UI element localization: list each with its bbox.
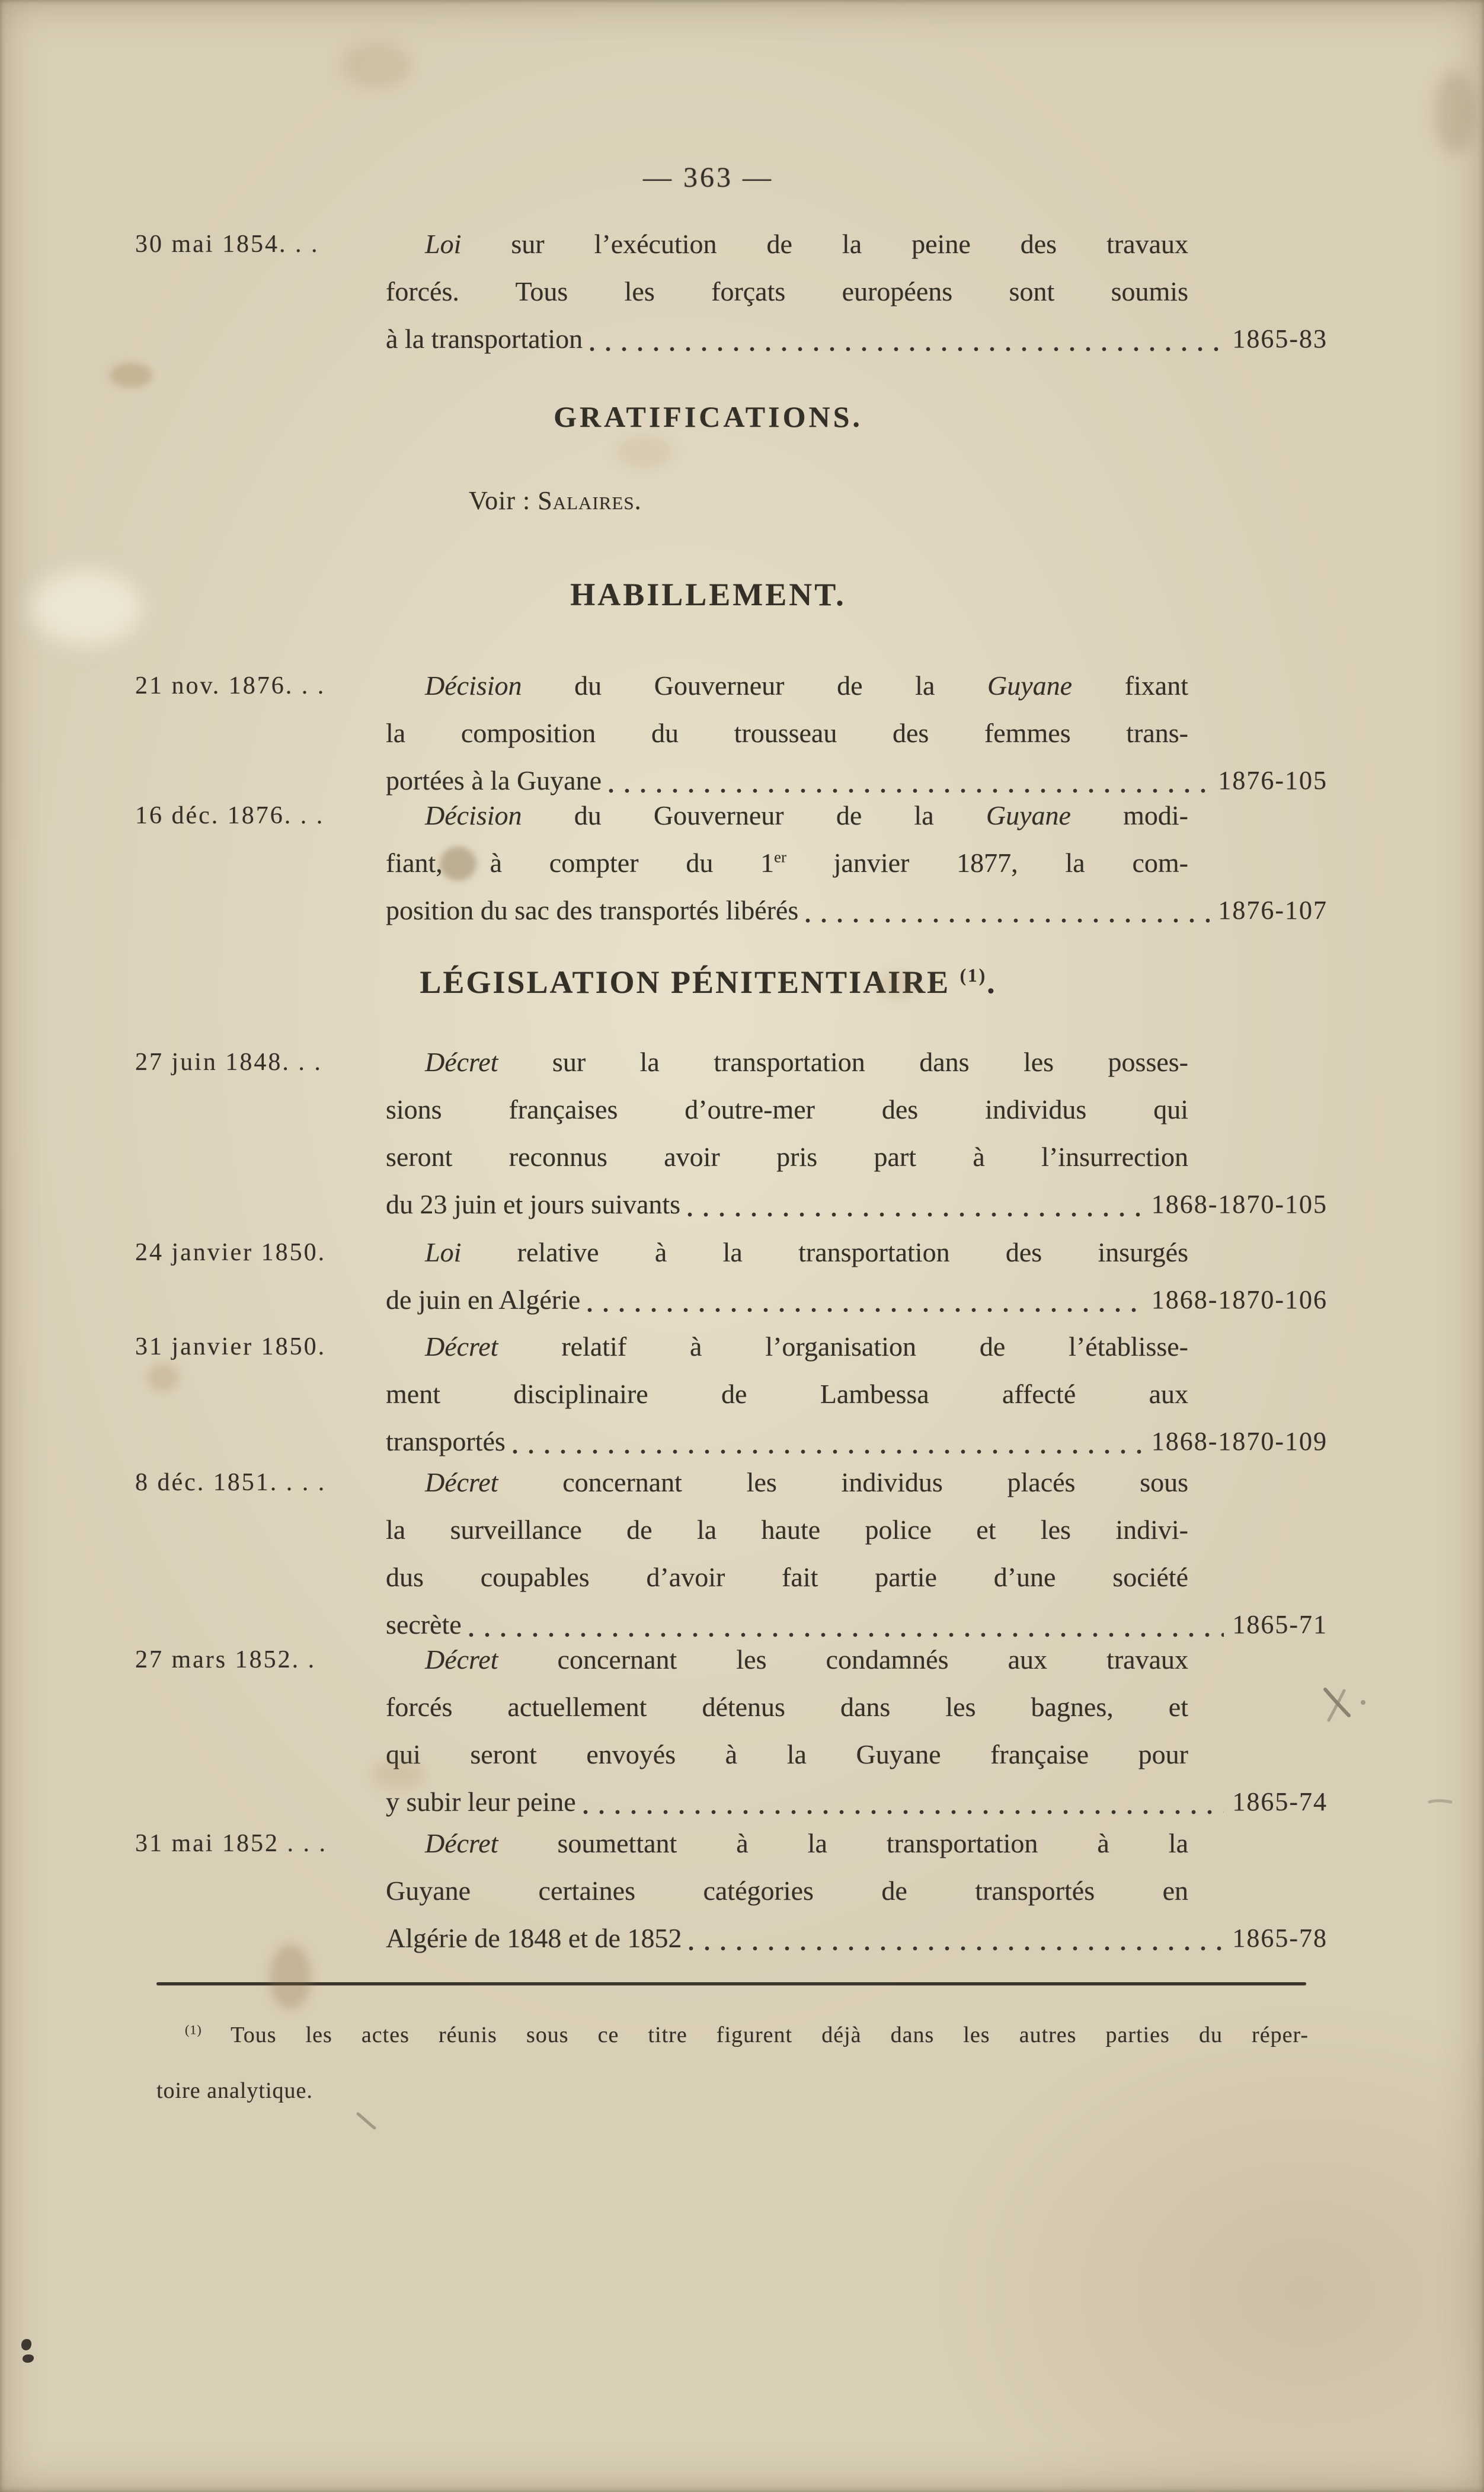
dot-leader xyxy=(511,1448,1143,1456)
dot-leader xyxy=(589,345,1224,353)
cross-reference-voir-salaires xyxy=(469,477,642,525)
paper-stain xyxy=(341,41,412,89)
entry-date: 27 juin 1848. . . xyxy=(135,1049,322,1076)
text-segment: concernant les condamnés aux travaux xyxy=(498,1644,1188,1675)
text-segment: concernant les individus placés sous xyxy=(498,1467,1188,1497)
entry-date: 8 déc. 1851. . . . xyxy=(135,1469,327,1496)
entry-line-text xyxy=(386,315,583,363)
entry-line-text xyxy=(386,1418,506,1465)
entry-text-block xyxy=(386,1323,1328,1465)
entry-line-text xyxy=(386,1181,680,1228)
text-segment: y subir leur peine xyxy=(386,1787,576,1817)
text-segment: transportés xyxy=(386,1426,506,1456)
text-segment: de juin en Algérie xyxy=(386,1285,581,1315)
entry-ref: 1865-83 xyxy=(1232,324,1328,353)
italic-lead-word: Décret xyxy=(425,1644,498,1675)
text-segment: la composition du trousseau des femmes trans- xyxy=(386,718,1188,748)
italic-lead-word: Décret xyxy=(425,1467,498,1497)
entry-text-block xyxy=(386,221,1328,363)
text-segment: modi- xyxy=(1070,800,1188,830)
entry-line xyxy=(386,1636,1188,1683)
text-segment: position du sac des transportés libérés xyxy=(386,895,799,925)
entry-ref: 1876-105 xyxy=(1218,766,1328,795)
entry-reference-line xyxy=(386,1418,1328,1465)
entry-line-text xyxy=(386,1778,576,1826)
entry-line xyxy=(386,1459,1188,1506)
ink-speck xyxy=(23,2354,34,2363)
italic-lead-word: Loi xyxy=(425,1237,462,1267)
entry-line xyxy=(386,1554,1188,1601)
entry-reference-line xyxy=(386,1276,1328,1324)
entry-reference-line xyxy=(386,887,1328,934)
entry-ref: 1865-71 xyxy=(1232,1610,1328,1639)
text-segment: Algérie de 1848 et de 1852 xyxy=(386,1923,682,1953)
dot-leader xyxy=(586,1306,1143,1314)
italic-lead-word: Décret xyxy=(425,1828,498,1858)
entry-reference-line xyxy=(386,1778,1328,1826)
dot-leader xyxy=(582,1808,1224,1816)
text-segment: du 23 juin et jours suivants xyxy=(386,1189,681,1219)
entry-text-block xyxy=(386,1820,1328,1962)
italic-lead-word: Décret xyxy=(425,1331,498,1362)
small-caps-text: Salaires. xyxy=(538,486,642,515)
text-segment: fiant, à compter du 1 xyxy=(386,848,775,878)
entry-line xyxy=(386,1370,1188,1418)
entry-reference-line xyxy=(386,1181,1328,1228)
entry-date: 27 mars 1852. . xyxy=(135,1646,316,1673)
text-segment: Voir : xyxy=(469,486,538,515)
entry-line xyxy=(386,662,1188,710)
text-segment: fixant xyxy=(1072,670,1188,701)
entry-date: 30 mai 1854. . . xyxy=(135,231,319,258)
italic-lead-word: Décision xyxy=(425,800,522,830)
text-segment: la surveillance de la haute police et les indivi- xyxy=(386,1515,1188,1545)
text-segment: forcés. Tous les forçats européens sont soumis xyxy=(386,276,1188,306)
entry-line xyxy=(386,1039,1188,1086)
entry-line xyxy=(386,1086,1188,1133)
entry-line-text xyxy=(386,1276,580,1324)
section-heading-legislation-penitentiaire xyxy=(95,959,1322,1006)
entry-text-block xyxy=(386,1636,1328,1826)
entry-line xyxy=(386,1731,1188,1778)
entry-line xyxy=(386,1229,1188,1276)
entry-line-text xyxy=(386,887,798,934)
entry-text-block xyxy=(386,1229,1328,1324)
paper-stain xyxy=(270,1944,311,2009)
entry-text-block xyxy=(386,792,1328,934)
entry-ref: 1868-1870-105 xyxy=(1151,1190,1328,1219)
entry-ref: 1868-1870-106 xyxy=(1151,1285,1328,1314)
text-segment: à la transportation xyxy=(386,324,583,354)
entry-line xyxy=(386,1133,1188,1181)
paper-stain xyxy=(1434,71,1476,154)
entry-text-block xyxy=(386,1459,1328,1648)
text-segment: soumettant à la transportation à la xyxy=(498,1828,1188,1858)
text-segment: sions françaises d’outre-mer des individus qui xyxy=(386,1094,1188,1124)
entry-date: 24 janvier 1850. xyxy=(135,1239,327,1266)
dot-leader xyxy=(686,1210,1143,1219)
entry-line xyxy=(386,1820,1188,1867)
paper-stain xyxy=(110,363,152,388)
text-segment: dus coupables d’avoir fait partie d’une société xyxy=(386,1562,1188,1592)
entry-line xyxy=(386,1506,1188,1554)
italic-lead-word: Décret xyxy=(425,1047,498,1077)
footnote-marker: (1) xyxy=(960,965,987,986)
entry-date: 31 janvier 1850. xyxy=(135,1333,327,1360)
italic-lead-word: Guyane xyxy=(986,800,1071,830)
entry-line xyxy=(386,1323,1188,1370)
entry-line xyxy=(386,1867,1188,1915)
text-segment: relative à la transportation des insurgés xyxy=(461,1237,1188,1267)
heading-period: . xyxy=(987,964,997,1000)
entry-line xyxy=(386,792,1188,839)
superscript: er xyxy=(774,848,786,866)
text-segment: portées à la Guyane xyxy=(386,765,602,795)
entry-line xyxy=(386,268,1188,315)
entry-ref: 1865-74 xyxy=(1232,1787,1328,1816)
footnote-marker: (1) xyxy=(185,2022,202,2037)
entry-line xyxy=(386,1683,1188,1731)
footnote-line-2: toire analytique. xyxy=(156,2078,313,2103)
entry-reference-line xyxy=(386,1915,1328,1962)
italic-lead-word: Loi xyxy=(425,229,462,259)
entry-ref: 1876-107 xyxy=(1218,896,1328,925)
heading-text: LÉGISLATION PÉNITENTIAIRE xyxy=(420,964,960,1000)
entry-date: 21 nov. 1876. . . xyxy=(135,672,326,699)
italic-lead-word: Décision xyxy=(425,670,522,701)
footnote-rule xyxy=(156,1982,1306,1985)
text-segment: forcés actuellement détenus dans les bagnes, et xyxy=(386,1692,1188,1722)
footnote-line-1 xyxy=(156,2011,1309,2059)
entry-date: 31 mai 1852 . . . xyxy=(135,1830,327,1857)
text-segment: seront reconnus avoir pris part à l’insurrection xyxy=(386,1142,1188,1172)
entry-ref: 1865-78 xyxy=(1232,1924,1328,1953)
entry-line xyxy=(386,839,1188,887)
entry-line-text xyxy=(386,1915,682,1962)
text-segment: ment disciplinaire de Lambessa affecté aux xyxy=(386,1379,1188,1409)
text-segment: du Gouverneur de la xyxy=(522,800,986,830)
text-segment: secrète xyxy=(386,1609,462,1640)
entry-date: 16 déc. 1876. . . xyxy=(135,802,325,829)
entry-line xyxy=(386,710,1188,757)
footnote-text: Tous les actes réunis sous ce titre figurent déjà dans les autres parties du réper- xyxy=(202,2023,1309,2047)
text-segment: du Gouverneur de la xyxy=(522,670,987,701)
text-segment: sur l’exécution de la peine des travaux xyxy=(461,229,1188,259)
entry-text-block xyxy=(386,1039,1328,1228)
entry-ref: 1868-1870-109 xyxy=(1151,1427,1328,1456)
dot-leader xyxy=(804,916,1210,925)
text-segment: Guyane certaines catégories de transportés en xyxy=(386,1876,1188,1906)
entry-reference-line xyxy=(386,315,1328,363)
text-segment: relatif à l’organisation de l’établisse- xyxy=(498,1331,1188,1362)
page-number: — 363 — xyxy=(643,162,773,193)
entry-text-block xyxy=(386,662,1328,804)
paper-stain xyxy=(616,436,673,468)
section-heading-habillement: HABILLEMENT. xyxy=(570,577,846,612)
dot-leader xyxy=(687,1944,1224,1953)
text-segment: sur la transportation dans les posses- xyxy=(498,1047,1188,1077)
section-heading-gratifications: GRATIFICATIONS. xyxy=(554,400,863,433)
italic-lead-word: Guyane xyxy=(987,670,1073,701)
ink-speck xyxy=(21,2339,31,2350)
text-segment: qui seront envoyés à la Guyane française pour xyxy=(386,1739,1188,1769)
entry-line xyxy=(386,221,1188,268)
pencil-x-mark xyxy=(1320,1682,1374,1730)
pencil-dash-mark xyxy=(1427,1796,1453,1807)
text-segment: janvier 1877, la com- xyxy=(786,848,1188,878)
